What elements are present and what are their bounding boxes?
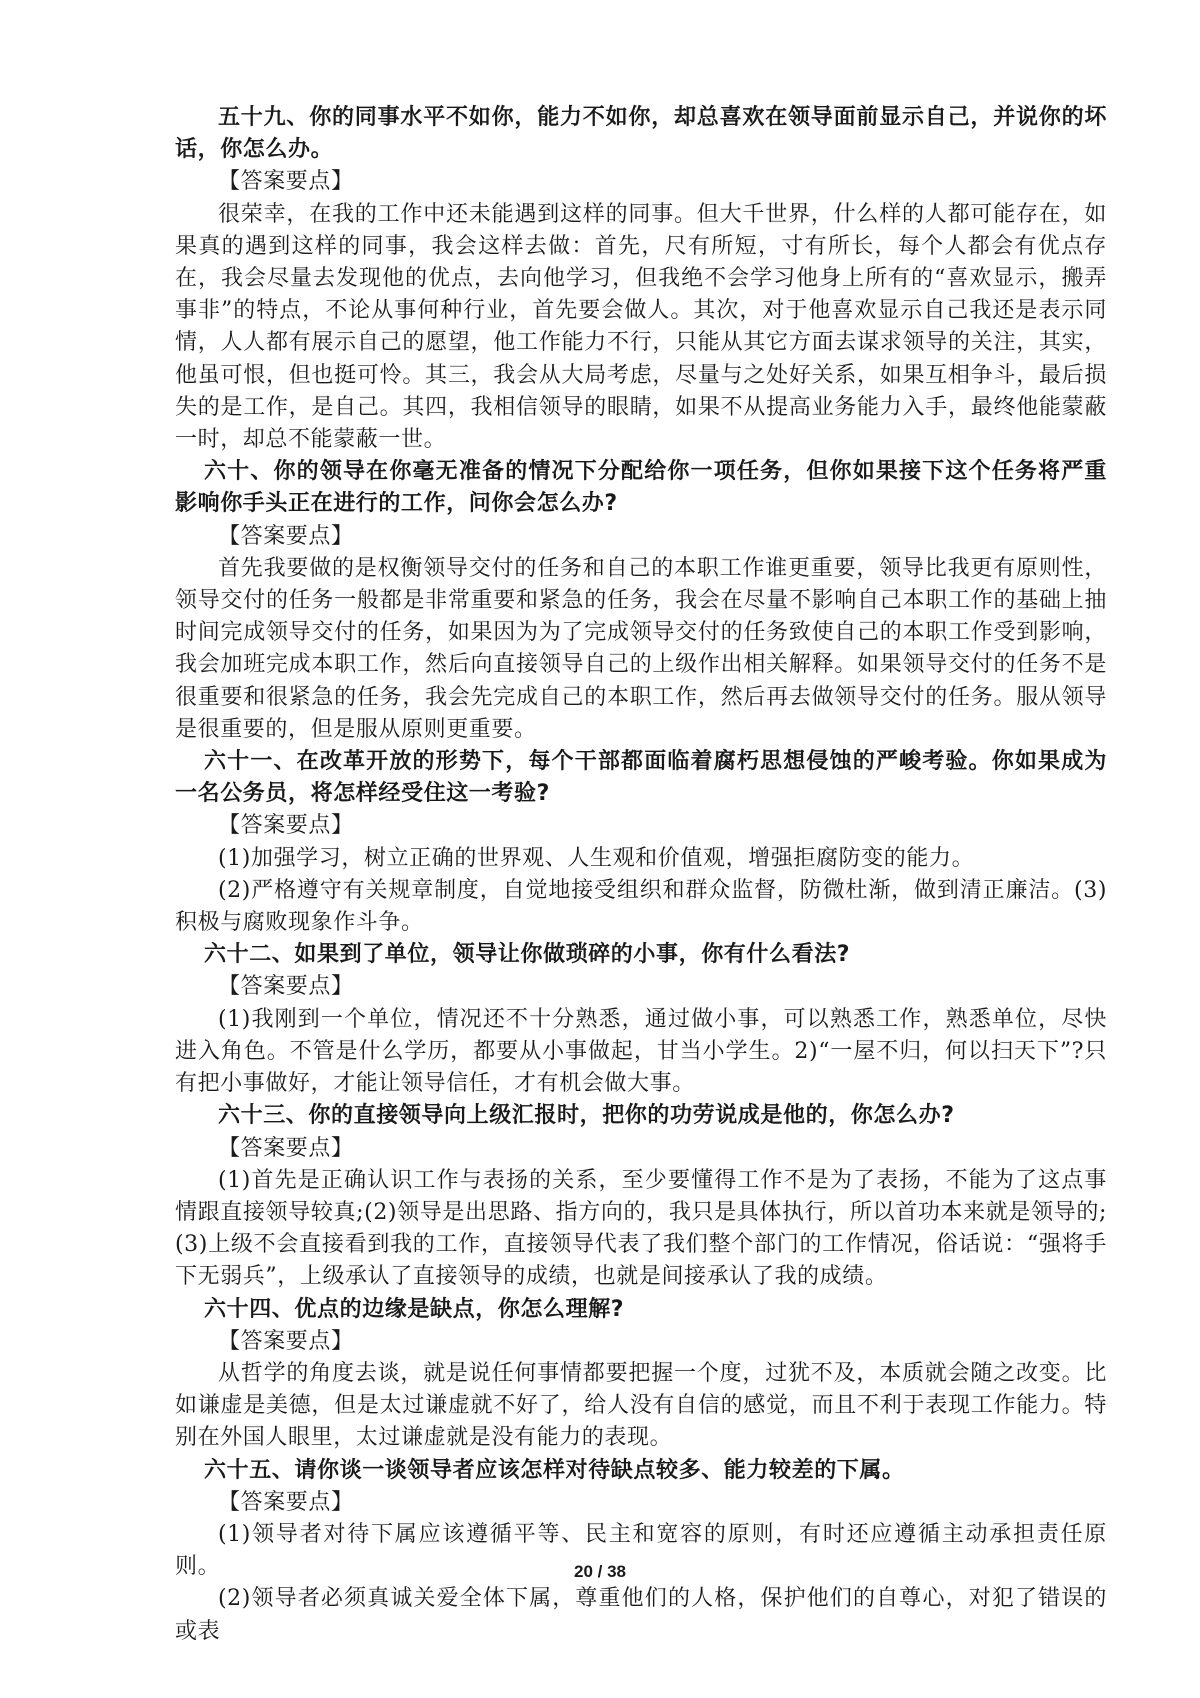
answer-key-label: 【答案要点】 bbox=[218, 1489, 354, 1515]
question-61: 六十一、在改革开放的形势下，每个干部都面临着腐朽思想侵蚀的严峻考验。你如果成为一名公务员，将怎样经受住这一考验? bbox=[175, 749, 1107, 807]
answer-key-label: 【答案要点】 bbox=[218, 1135, 354, 1161]
answer-key-label: 【答案要点】 bbox=[218, 974, 354, 1000]
question-60: 六十、你的领导在你毫无准备的情况下分配给你一项任务，但你如果接下这个任务将严重影响你手头正在进行的工作，问你会怎么办? bbox=[175, 459, 1107, 517]
answer-key-label: 【答案要点】 bbox=[218, 813, 354, 839]
answer-64: 从哲学的角度去谈，就是说任何事情都要把握一个度，过犹不及，本质就会随之改变。比如谦虚是美德，但是太过谦虚就不好了，给人没有自信的感觉，而且不利于表现工作能力。特别在外国人眼里，太过谦虚就是没有能力的表现。 bbox=[175, 1360, 1107, 1451]
answer-59: 很荣幸，在我的工作中还未能遇到这样的同事。但大千世界，什么样的人都可能存在，如果真的遇到这样的同事，我会这样去做：首先，尺有所短，寸有所长，每个人都会有优点存在，我会尽量去发现他的优点，去向他学习，但我绝不会学习他身上所有的“喜欢显示，搬弄事非”的特点，不论从事何种行业，首先要会做人。其次，对于他喜欢显示自己我还是表示同情，人人都有展示自己的愿望，他工作能力不行，只能从其它方面去谋求领导的关注，其实，他虽可恨，但也挺可怜。其三，我会从大局考虑，尽量与之处好关系，如果互相争斗，最后损失的是工作，是自己。其四，我相信领导的眼睛，如果不从提高业务能力入手，最终他能蒙蔽一时，却总不能蒙蔽一世。 bbox=[175, 201, 1107, 453]
page-content bbox=[175, 102, 1107, 1648]
answer-key-label: 【答案要点】 bbox=[218, 169, 354, 195]
question-59: 五十九、你的同事水平不如你，能力不如你，却总喜欢在领导面前显示自己，并说你的坏话，你怎么办。 bbox=[175, 105, 1107, 163]
question-62: 六十二、如果到了单位，领导让你做琐碎的小事，你有什么看法? bbox=[204, 942, 851, 968]
answer-60: 首先我要做的是权衡领导交付的任务和自己的本职工作谁更重要，领导比我更有原则性，领导交付的任务一般都是非常重要和紧急的任务，我会在尽量不影响自己本职工作的基础上抽时间完成领导交付的任务，如果因为为了完成领导交付的任务致使自己的本职工作受到影响，我会加班完成本职工作，然后向直接领导自己的上级作出相关解释。如果领导交付的任务不是很重要和很紧急的任务，我会先完成自己的本职工作，然后再去做领导交付的任务。服从领导是很重要的，但是服从原则更重要。 bbox=[175, 555, 1107, 742]
answer-62: (1)我刚到一个单位，情况还不十分熟悉，通过做小事，可以熟悉工作，熟悉单位，尽快进入角色。不管是什么学历，都要从小事做起，甘当小学生。2)“一屋不归，何以扫天下”?只有把小事做好，才能让领导信任，才有机会做大事。 bbox=[175, 1006, 1107, 1097]
answer-61-point-2: (2)严格遵守有关规章制度，自觉地接受组织和群众监督，防微杜渐，做到清正廉洁。(3)积极与腐败现象作斗争。 bbox=[175, 877, 1107, 936]
answer-63: (1)首先是正确认识工作与表扬的关系，至少要懂得工作不是为了表扬，不能为了这点事情跟直接领导较真;(2)领导是出思路、指方向的，我只是具体执行，所以首功本来就是领导的;(3)上级不会直接看到我的工作，直接领导代表了我们整个部门的工作情况，俗话说：“强将手下无弱兵”，上级承认了直接领导的成绩，也就是间接承认了我的成绩。 bbox=[175, 1167, 1107, 1290]
answer-key-label: 【答案要点】 bbox=[218, 1328, 354, 1354]
answer-65-point-1: (1)领导者对待下属应该遵循平等、民主和宽容的原则，有时还应遵循主动承担责任原则。 bbox=[175, 1521, 1107, 1580]
answer-65-point-2: (2)领导者必须真诚关爱全体下属，尊重他们的人格，保护他们的自尊心，对犯了错误的或表 bbox=[175, 1586, 1107, 1644]
question-63: 六十三、你的直接领导向上级汇报时，把你的功劳说成是他的，你怎么办? bbox=[218, 1103, 955, 1129]
answer-61-point-1: (1)加强学习，树立正确的世界观、人生观和价值观，增强拒腐防变的能力。 bbox=[218, 845, 975, 871]
page-number: 20 / 38 bbox=[574, 1562, 626, 1581]
question-65: 六十五、请你谈一谈领导者应该怎样对待缺点较多、能力较差的下属。 bbox=[204, 1457, 905, 1483]
question-64: 六十四、优点的边缘是缺点，你怎么理解? bbox=[204, 1296, 625, 1322]
answer-key-label: 【答案要点】 bbox=[218, 523, 354, 549]
